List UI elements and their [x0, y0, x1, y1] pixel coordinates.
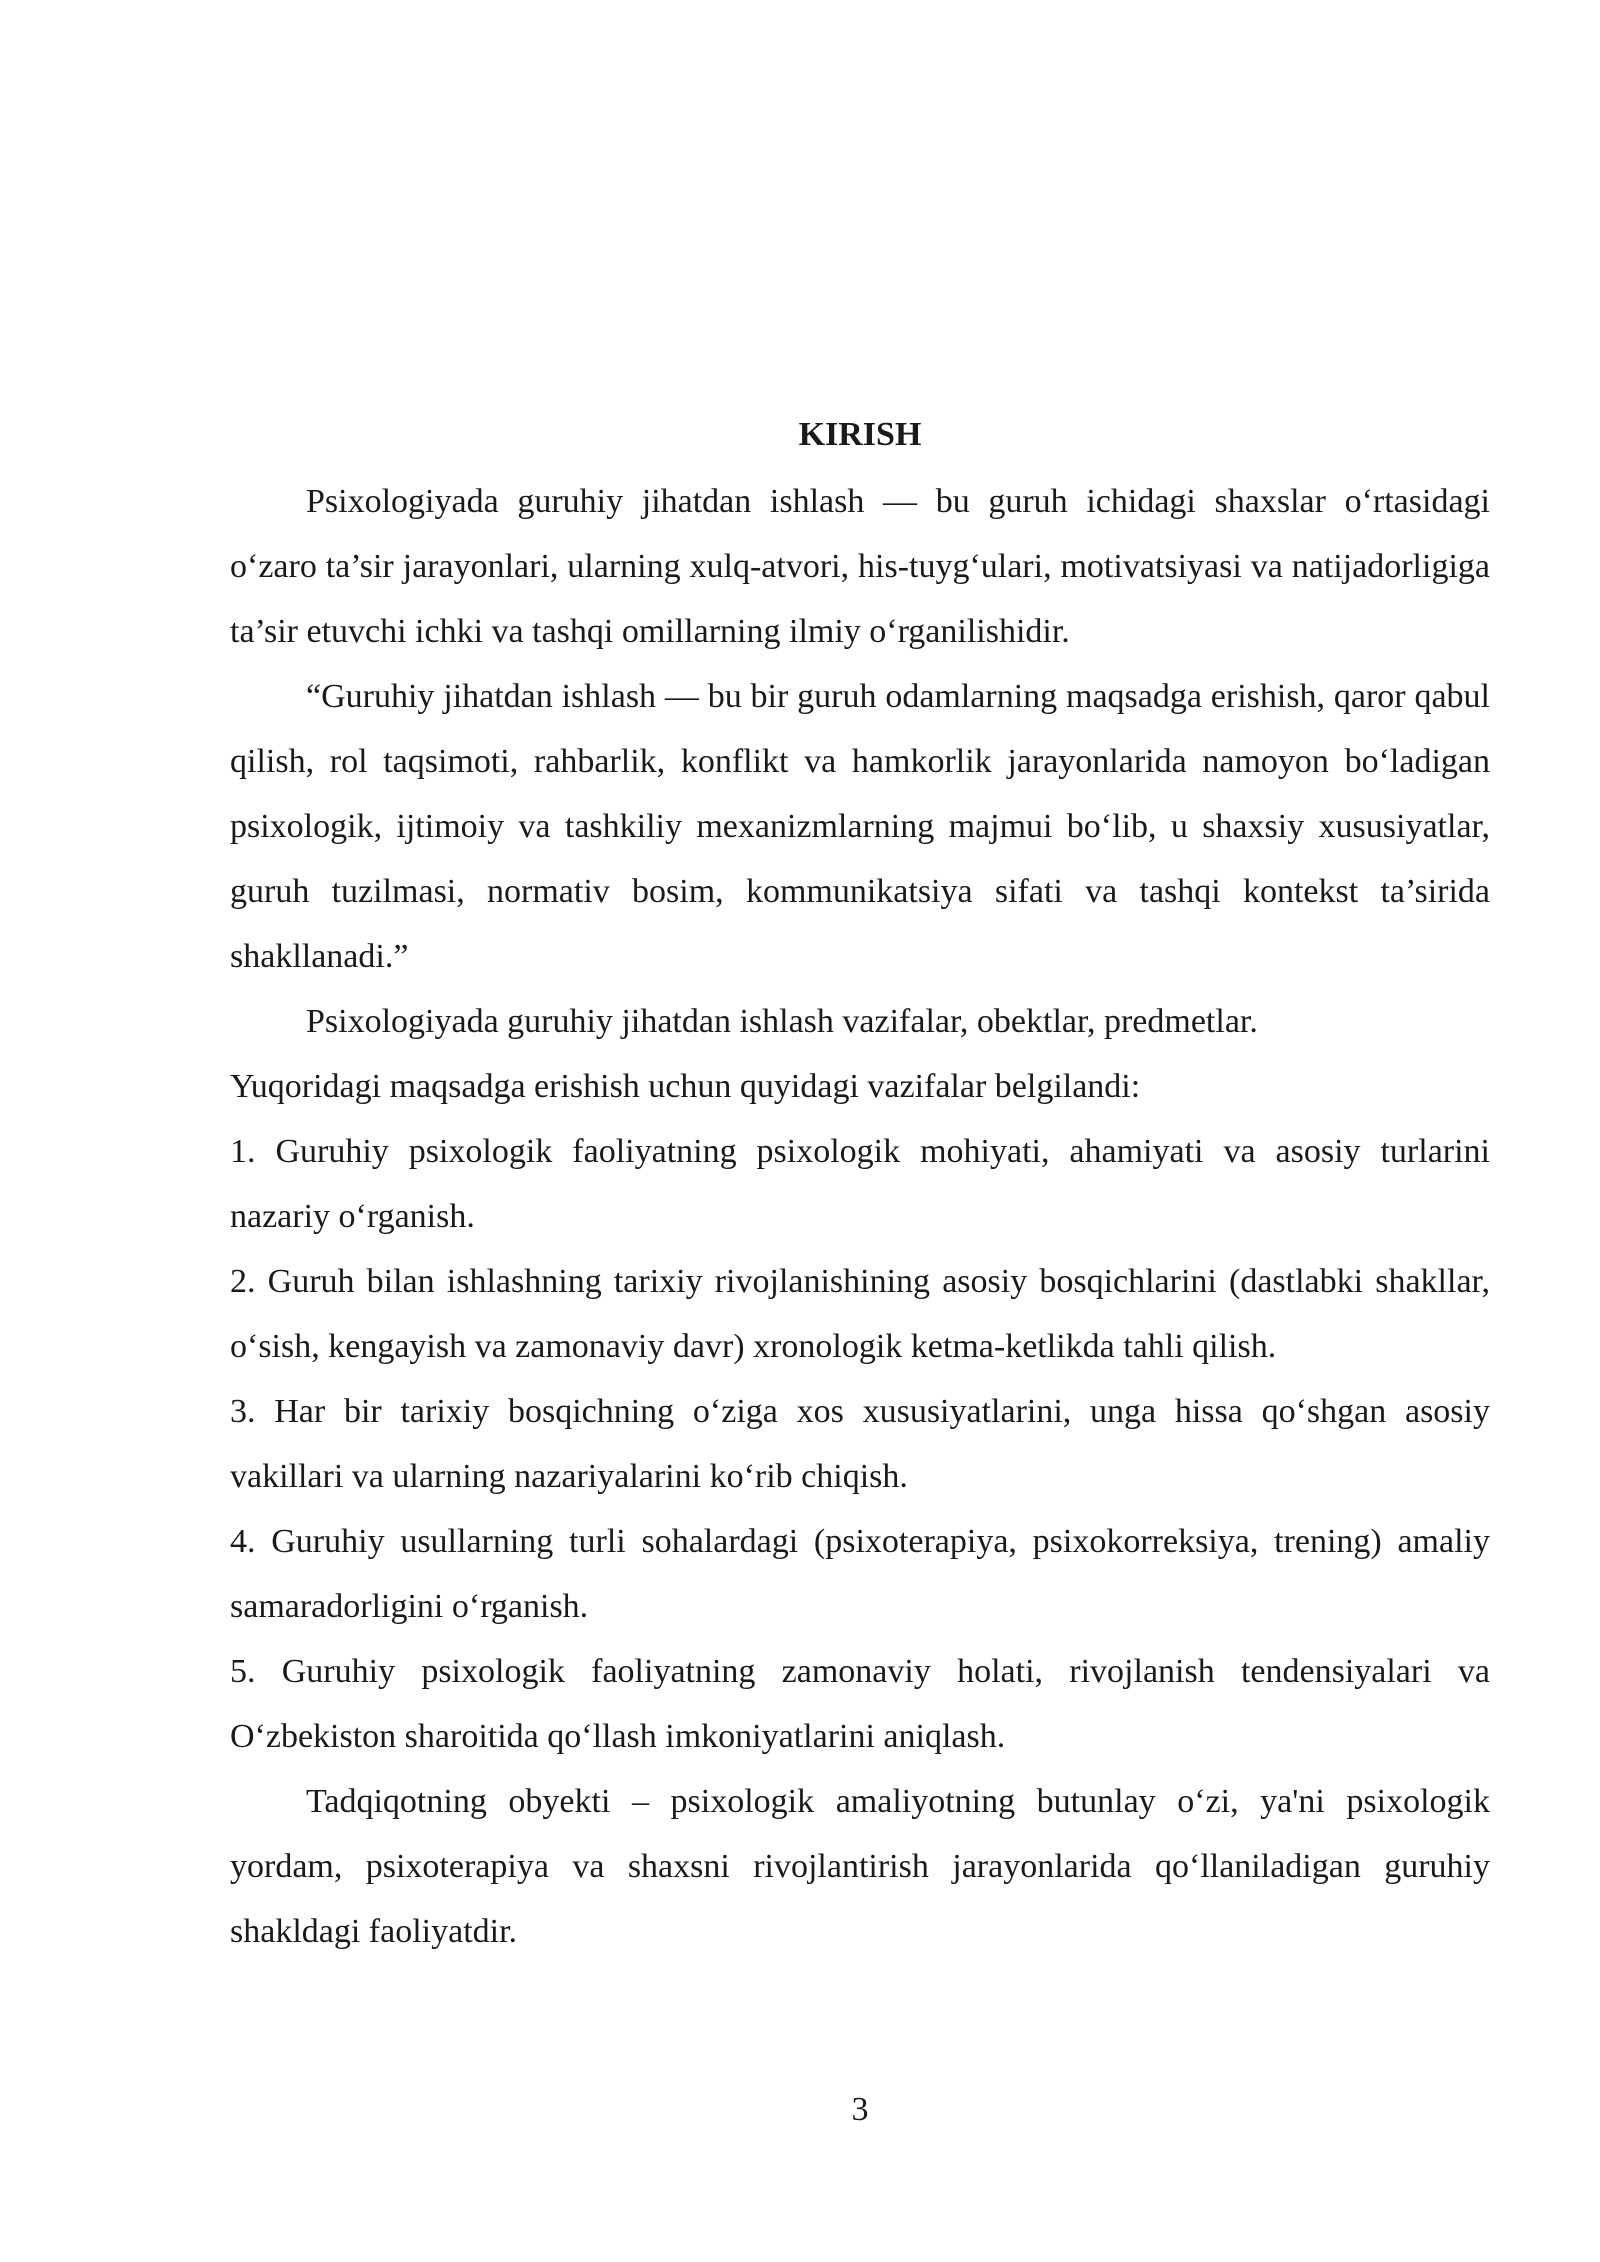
paragraph-definition: Psixologiyada guruhiy jihatdan ishlash — bu guruh ichidagi shaxslar o‘rtasidagi o‘zaro ta’sir jarayonlari, ularning xulq-atvori, his-tuyg‘ulari, motivatsiyasi va natijadorligiga ta’sir etuvchi ichki va tashqi omillarning ilmiy o‘rganilishidir. — [230, 483, 1490, 650]
section-title: KIRISH — [798, 416, 922, 453]
list-item-task-3: 3. Har bir tarixiy bosqichning o‘ziga xos xususiyatlarini, unga hissa qo‘shgan asosiy vakillari va ularning nazariyalarini ko‘rib chiqish. — [230, 1393, 1490, 1495]
paragraph-tasks-intro: Yuqoridagi maqsadga erishish uchun quyidagi vazifalar belgilandi: — [230, 1068, 1141, 1105]
paragraph-research-object: Tadqiqotning obyekti – psixologik amaliyotning butunlay o‘zi, ya'ni psixologik yordam, psixoterapiya va shaxsni rivojlantirish jarayonlarida qo‘llaniladigan guruhiy shakldagi faoliyatdir. — [230, 1783, 1490, 1950]
page-number: 3 — [851, 2091, 869, 2128]
document-page — [230, 405, 1490, 1964]
list-item-task-1: 1. Guruhiy psixologik faoliyatning psixologik mohiyati, ahamiyati va asosiy turlarini nazariy o‘rganish. — [230, 1133, 1490, 1235]
paragraph-tasks-heading: Psixologiyada guruhiy jihatdan ishlash vazifalar, obektlar, predmetlar. — [306, 1003, 1258, 1040]
list-item-task-4: 4. Guruhiy usullarning turli sohalardagi (psixoterapiya, psixokorreksiya, trening) amaliy samaradorligini o‘rganish. — [230, 1523, 1490, 1625]
paragraph-quote: “Guruhiy jihatdan ishlash — bu bir guruh odamlarning maqsadga erishish, qaror qabul qilish, rol taqsimoti, rahbarlik, konflikt va hamkorlik jarayonlarida namoyon bo‘ladigan psixologik, ijtimoiy va tashkiliy mexanizmlarning majmui bo‘lib, u shaxsiy xususiyatlar, guruh tuzilmasi, normativ bosim, kommunikatsiya sifati va tashqi kontekst ta’sirida shakllanadi.” — [230, 678, 1490, 975]
list-item-task-2: 2. Guruh bilan ishlashning tarixiy rivojlanishining asosiy bosqichlarini (dastlabki shakllar, o‘sish, kengayish va zamonaviy davr) xronologik ketma-ketlikda tahli qilish. — [230, 1263, 1490, 1365]
list-item-task-5: 5. Guruhiy psixologik faoliyatning zamonaviy holati, rivojlanish tendensiyalari va O‘zbekiston sharoitida qo‘llash imkoniyatlarini aniqlash. — [230, 1653, 1490, 1755]
